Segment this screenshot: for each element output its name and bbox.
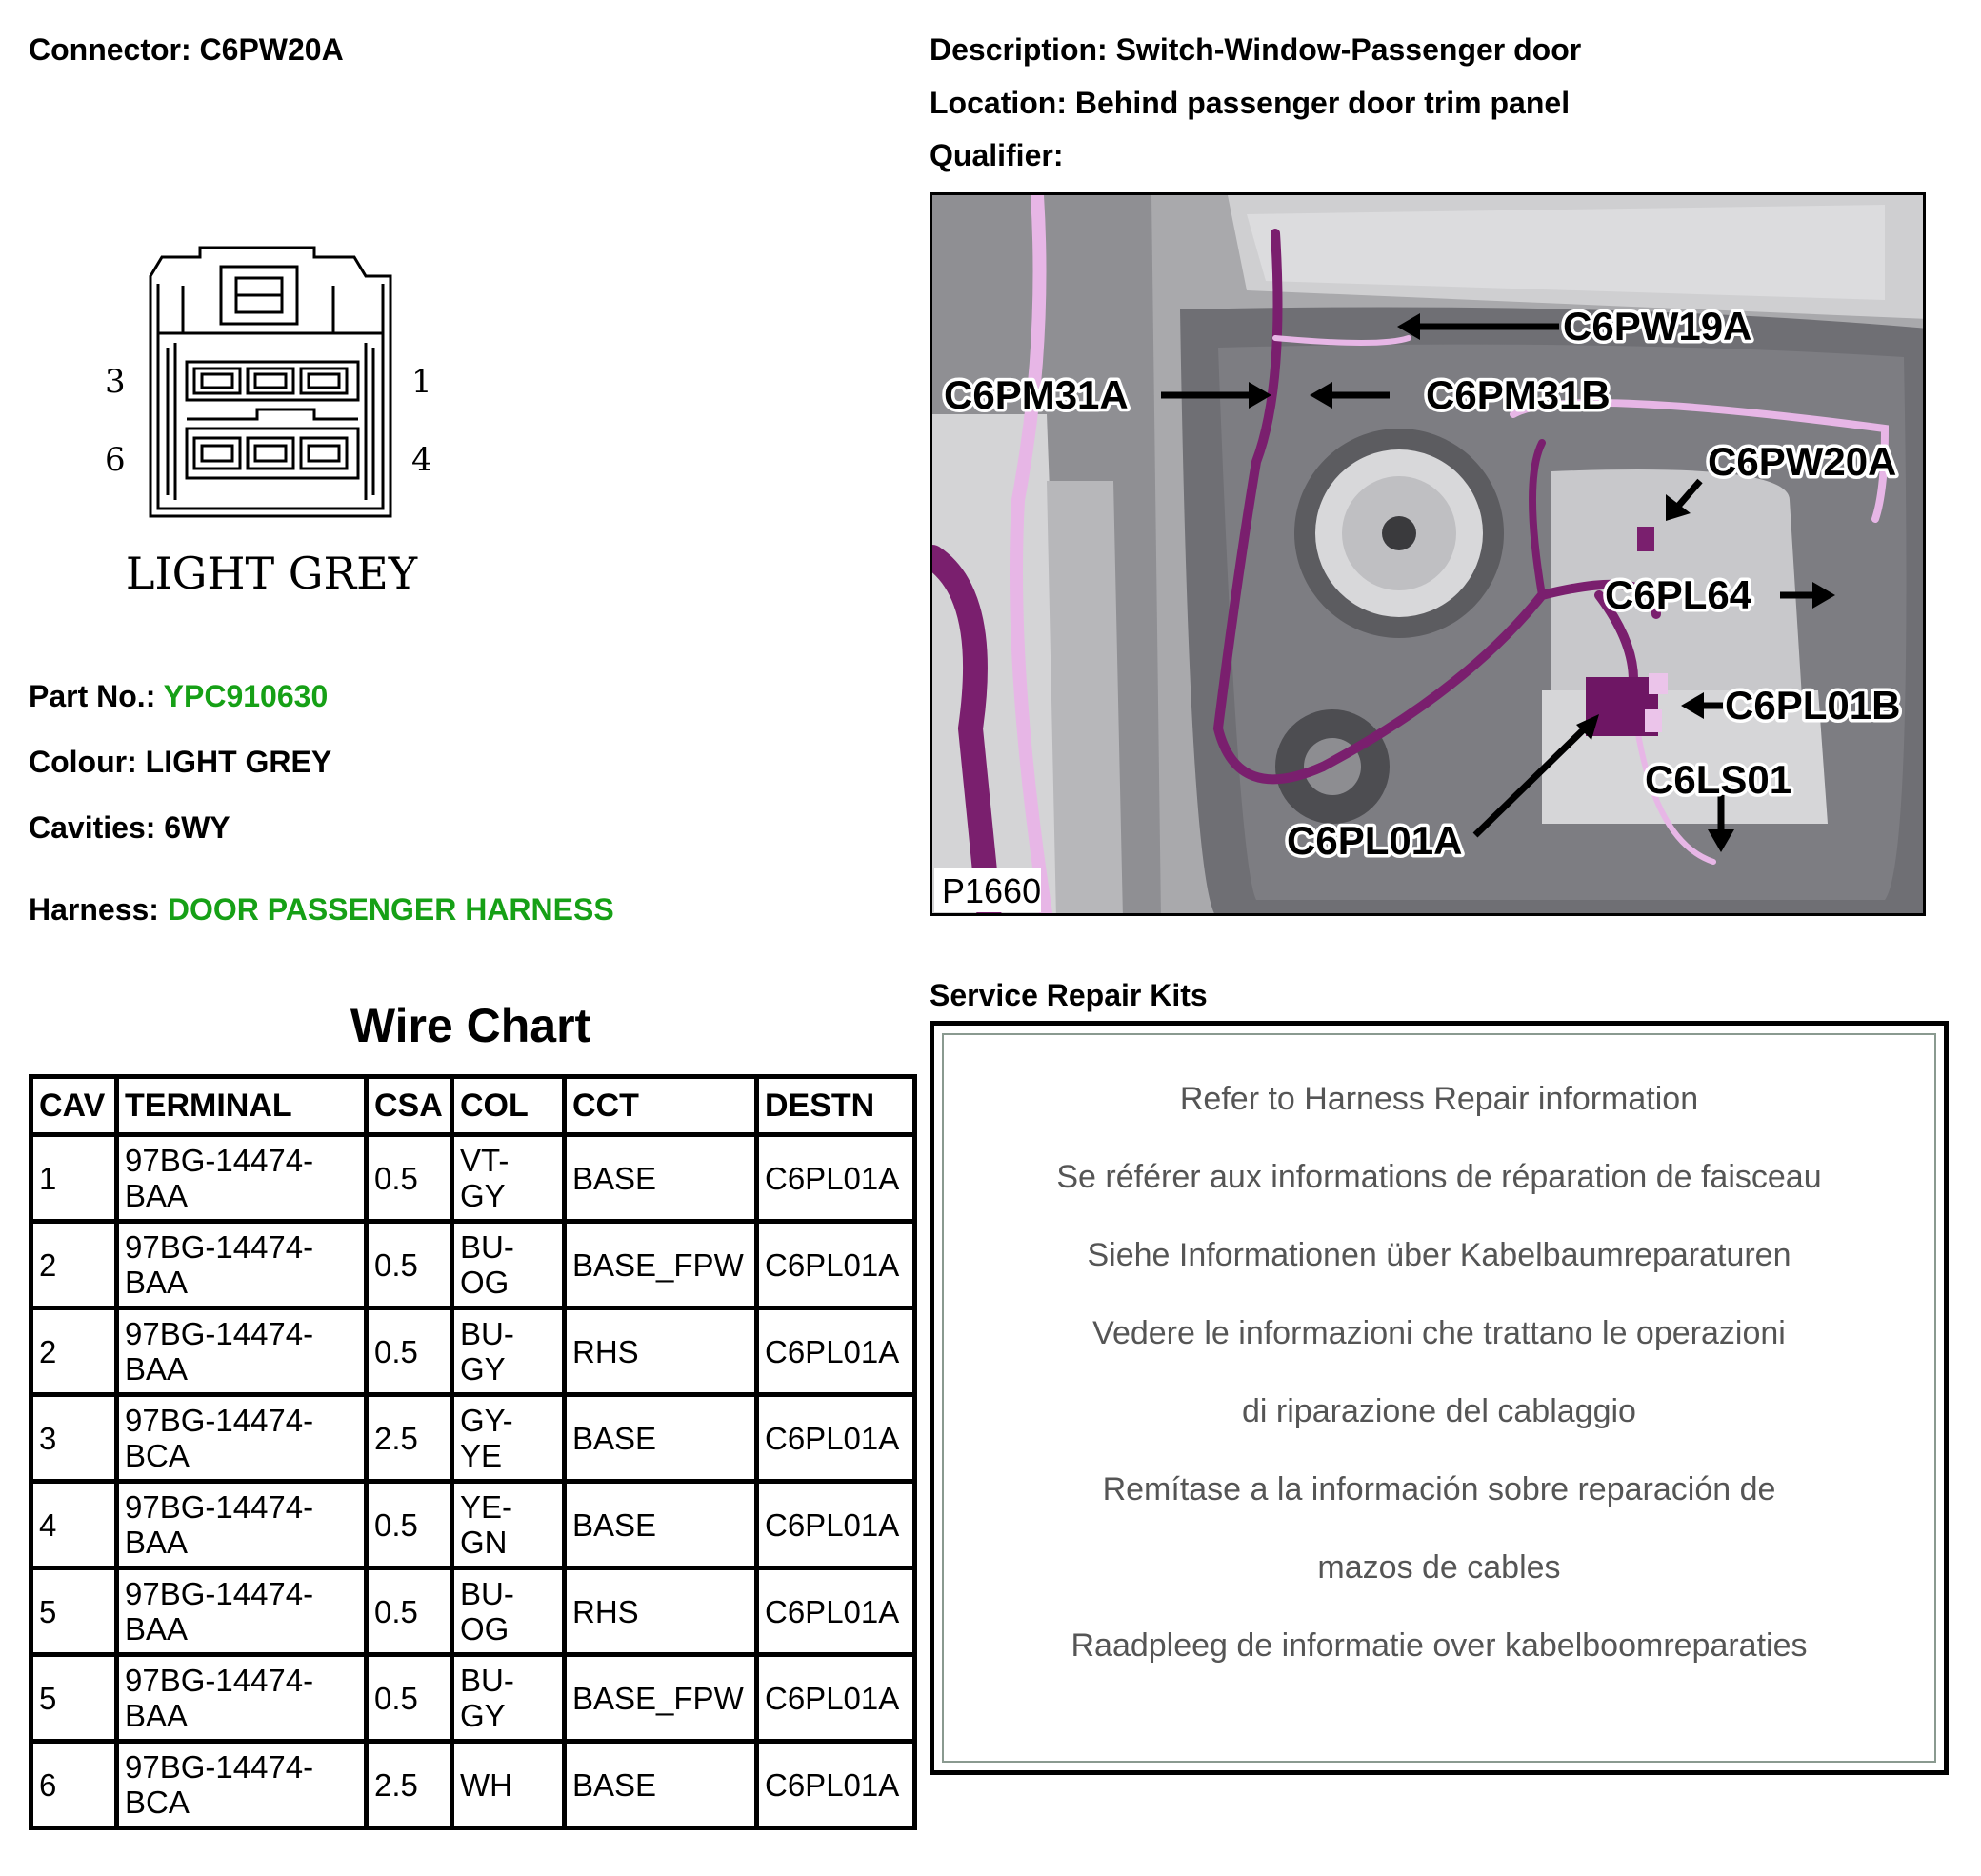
terminal-cell-line: 97BG-14474-	[125, 1316, 314, 1351]
terminal-cell	[117, 1395, 367, 1482]
destn-cell: C6PL01A	[757, 1655, 915, 1742]
terminal-cell-line: BAA	[125, 1178, 189, 1213]
col-cell	[452, 1395, 565, 1482]
repair-line-8: Raadpleeg de informatie over kabelboomreparaties	[1071, 1627, 1808, 1664]
destn-cell: C6PL01A	[757, 1308, 915, 1395]
connector-label: Connector:	[29, 32, 191, 67]
wire-chart-table	[29, 1074, 917, 1830]
harness-row	[29, 892, 614, 928]
callout-c6pw19a: C6PW19A	[1563, 304, 1752, 349]
col-header-terminal: TERMINAL	[117, 1077, 367, 1135]
col-cell-line: GN	[460, 1525, 508, 1560]
terminal-cell-line: 97BG-14474-	[125, 1229, 314, 1265]
wire-chart-row	[31, 1742, 915, 1828]
repair-line-1: Refer to Harness Repair information	[1179, 1081, 1699, 1117]
terminal-cell	[117, 1308, 367, 1395]
destn-cell: C6PL01A	[757, 1395, 915, 1482]
csa-cell: 0.5	[367, 1222, 452, 1308]
wire-chart-row	[31, 1308, 915, 1395]
part-no-value: YPC910630	[163, 679, 329, 713]
cct-cell: BASE	[565, 1482, 757, 1568]
terminal-cell-line: BAA	[125, 1698, 189, 1733]
col-cell-line: WH	[460, 1766, 512, 1803]
destn-cell: C6PL01A	[757, 1568, 915, 1655]
terminal-cell-line: 97BG-14474-	[125, 1663, 314, 1698]
col-cell-line: YE-	[460, 1489, 513, 1525]
terminal-cell	[117, 1568, 367, 1655]
pin-label-6: 6	[105, 441, 126, 479]
repair-line-2: Se référer aux informations de réparation de faisceau	[1056, 1159, 1822, 1195]
terminal-cell-line: BAA	[125, 1525, 189, 1560]
terminal-cell-line: BAA	[125, 1265, 189, 1300]
wire-chart-header-row	[31, 1077, 915, 1135]
wire-chart-row	[31, 1135, 915, 1222]
wire-chart-title: Wire Chart	[350, 999, 591, 1052]
location-heading	[930, 86, 1570, 121]
col-cell	[452, 1568, 565, 1655]
cct-cell: BASE_FPW	[565, 1222, 757, 1308]
pin-label-1: 1	[411, 363, 432, 401]
callout-c6pl64: C6PL64	[1605, 572, 1752, 617]
csa-cell: 2.5	[367, 1395, 452, 1482]
wire-chart-body	[31, 1135, 915, 1828]
repair-line-4: Vedere le informazioni che trattano le operazioni	[1092, 1315, 1786, 1351]
col-cell-line: BU-	[460, 1316, 514, 1351]
location-value: Behind passenger door trim panel	[1074, 86, 1571, 120]
col-header-destn: DESTN	[757, 1077, 915, 1135]
pin-label-4: 4	[411, 441, 432, 479]
col-cell-line: GY	[460, 1698, 506, 1733]
description-heading	[930, 32, 1581, 68]
col-header-col: COL	[452, 1077, 565, 1135]
callout-c6pl01a: C6PL01A	[1287, 818, 1463, 863]
description-label: Description:	[930, 32, 1108, 67]
terminal-cell-line: 97BG-14474-	[125, 1489, 314, 1525]
col-cell	[452, 1222, 565, 1308]
door-photo-illustration	[932, 195, 1926, 916]
terminal-cell	[117, 1135, 367, 1222]
col-cell	[452, 1655, 565, 1742]
terminal-cell-line: 97BG-14474-	[125, 1576, 314, 1611]
cav-cell: 2	[31, 1222, 117, 1308]
col-cell-line: BU-	[460, 1229, 514, 1265]
col-cell	[452, 1308, 565, 1395]
repair-line-7: mazos de cables	[1317, 1549, 1561, 1586]
callout-c6pm31b: C6PM31B	[1426, 372, 1611, 417]
terminal-cell-line: 97BG-14474-	[125, 1143, 314, 1178]
destn-cell: C6PL01A	[757, 1135, 915, 1222]
part-no-label: Part No.:	[29, 679, 156, 713]
destn-cell: C6PL01A	[757, 1222, 915, 1308]
cav-cell: 5	[31, 1568, 117, 1655]
wire-chart-row	[31, 1482, 915, 1568]
colour-label: Colour:	[29, 745, 137, 779]
terminal-cell	[117, 1742, 367, 1828]
cav-cell: 1	[31, 1135, 117, 1222]
wire-chart-row	[31, 1222, 915, 1308]
repair-line-3: Siehe Informationen über Kabelbaumreparaturen	[1087, 1237, 1791, 1273]
csa-cell: 0.5	[367, 1482, 452, 1568]
connector-colour-caption: LIGHT GREY	[125, 548, 418, 599]
cav-cell: 2	[31, 1308, 117, 1395]
col-cell	[452, 1135, 565, 1222]
cavities-row	[29, 810, 230, 846]
service-repair-inner	[942, 1033, 1936, 1763]
col-cell-line: YE	[460, 1438, 503, 1473]
col-cell-line: GY	[460, 1178, 506, 1213]
csa-cell: 0.5	[367, 1135, 452, 1222]
part-no-row	[29, 679, 328, 714]
callout-c6pl01b: C6PL01B	[1725, 683, 1901, 728]
cct-cell: RHS	[565, 1568, 757, 1655]
col-cell-line: GY-	[460, 1403, 513, 1438]
terminal-cell-line: 97BG-14474-	[125, 1403, 314, 1438]
cavities-value: 6WY	[164, 810, 230, 845]
col-header-cct: CCT	[565, 1077, 757, 1135]
wire-chart-row	[31, 1655, 915, 1742]
wire-chart-row	[31, 1395, 915, 1482]
col-header-cav: CAV	[31, 1077, 117, 1135]
terminal-cell-line: 97BG-14474-	[125, 1749, 314, 1785]
cav-cell: 3	[31, 1395, 117, 1482]
col-cell-line: BU-	[460, 1663, 514, 1698]
qualifier-heading	[930, 138, 1063, 173]
terminal-cell-line: BAA	[125, 1611, 189, 1646]
callout-c6pw20a: C6PW20A	[1708, 439, 1897, 484]
cavities-label: Cavities:	[29, 810, 156, 845]
cav-cell: 6	[31, 1742, 117, 1828]
col-header-csa: CSA	[367, 1077, 452, 1135]
col-cell	[452, 1482, 565, 1568]
terminal-cell-line: BCA	[125, 1785, 190, 1820]
col-cell	[452, 1742, 565, 1828]
door-location-photo	[930, 192, 1926, 916]
colour-row	[29, 745, 331, 780]
cav-cell: 4	[31, 1482, 117, 1568]
terminal-cell	[117, 1222, 367, 1308]
col-cell-line: BU-	[460, 1576, 514, 1611]
harness-label: Harness:	[29, 892, 159, 927]
csa-cell: 2.5	[367, 1742, 452, 1828]
colour-value: LIGHT GREY	[145, 745, 332, 779]
wire-chart-row	[31, 1568, 915, 1655]
col-cell-line: GY	[460, 1351, 506, 1387]
cct-cell: BASE	[565, 1742, 757, 1828]
cct-cell: BASE	[565, 1395, 757, 1482]
location-label: Location:	[930, 86, 1067, 120]
csa-cell: 0.5	[367, 1308, 452, 1395]
csa-cell: 0.5	[367, 1568, 452, 1655]
terminal-cell	[117, 1655, 367, 1742]
cav-cell: 5	[31, 1655, 117, 1742]
repair-line-5: di riparazione del cablaggio	[1242, 1393, 1636, 1429]
destn-cell: C6PL01A	[757, 1742, 915, 1828]
terminal-cell-line: BCA	[125, 1438, 190, 1473]
destn-cell: C6PL01A	[757, 1482, 915, 1568]
connector-heading	[29, 32, 344, 68]
callout-c6pm31a: C6PM31A	[944, 372, 1129, 417]
callout-c6ls01: C6LS01	[1645, 757, 1792, 802]
connector-value: C6PW20A	[199, 32, 344, 67]
terminal-cell-line: BAA	[125, 1351, 189, 1387]
service-repair-title: Service Repair Kits	[930, 978, 1208, 1012]
col-cell-line: VT-	[460, 1143, 510, 1178]
csa-cell: 0.5	[367, 1655, 452, 1742]
repair-line-6: Remítase a la información sobre reparación de	[1102, 1471, 1776, 1507]
description-value: Switch-Window-Passenger door	[1115, 32, 1582, 67]
harness-value: DOOR PASSENGER HARNESS	[167, 892, 614, 927]
figure-id: P1660	[942, 871, 1042, 910]
service-repair-box	[930, 1021, 1949, 1775]
col-cell-line: OG	[460, 1611, 510, 1646]
cct-cell: BASE	[565, 1135, 757, 1222]
qualifier-label: Qualifier:	[930, 138, 1064, 172]
terminal-cell	[117, 1482, 367, 1568]
connector-face-diagram	[95, 238, 457, 609]
pin-label-3: 3	[105, 363, 126, 401]
col-cell-line: OG	[460, 1265, 510, 1300]
cct-cell: BASE_FPW	[565, 1655, 757, 1742]
cct-cell: RHS	[565, 1308, 757, 1395]
